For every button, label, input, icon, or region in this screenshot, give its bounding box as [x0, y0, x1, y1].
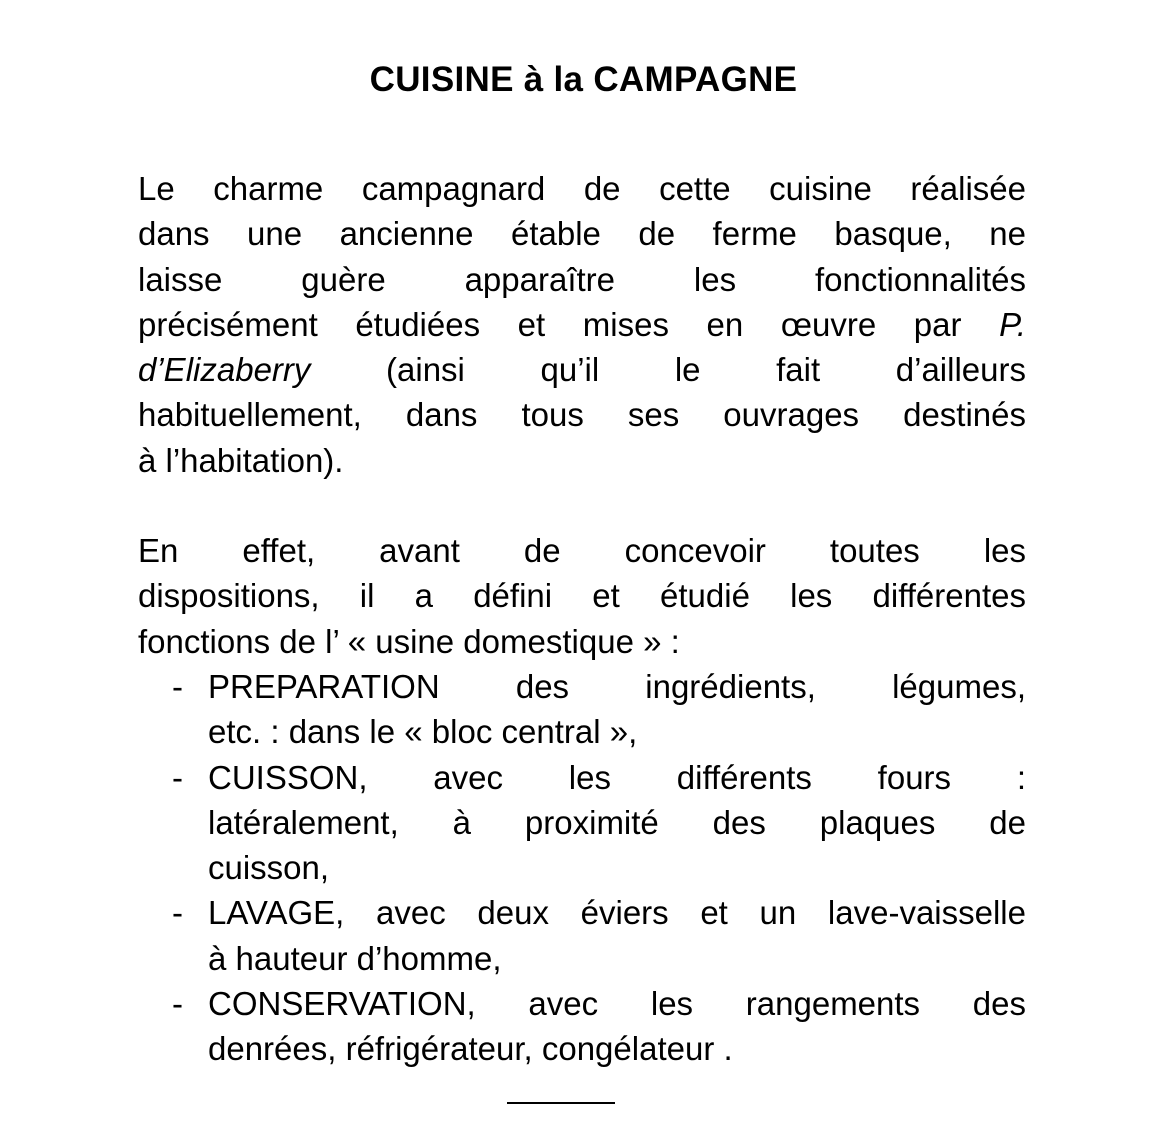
text-line-with-author [138, 302, 1026, 347]
author-name-part1: P. [999, 305, 1026, 343]
text-line: à hauteur d’homme, [208, 939, 502, 977]
text-line: PREPARATION des ingrédients, légumes, [208, 668, 1026, 705]
paragraph-functions-intro [138, 528, 1026, 664]
list-item-conservation [138, 981, 1026, 1072]
list-dash: - [172, 985, 183, 1023]
text-line: Le charme campagnard de cette cuisine réalisée [138, 170, 1026, 207]
page-title: CUISINE à la CAMPAGNE [369, 60, 798, 99]
text-line: CONSERVATION, avec les rangements des [208, 985, 1026, 1023]
list-dash: - [172, 758, 183, 796]
list-dash: - [172, 894, 183, 932]
list-item-preparation [138, 664, 1026, 755]
text-line: CUISSON, avec les différents fours : [208, 758, 1026, 796]
text-line: laisse guère apparaître les fonctionnalités [138, 260, 1026, 298]
text-line-with-author [138, 347, 1026, 392]
text-fragment: précisément étudiées et mises en œuvre par [138, 305, 962, 343]
text-line: cuisson, [208, 849, 330, 887]
text-line: etc. : dans le « bloc central », [208, 713, 638, 751]
text-line: latéralement, à proximité des plaques de [208, 803, 1026, 841]
list-item-cuisson [138, 755, 1026, 891]
paragraph-intro [138, 166, 1026, 483]
text-line: dans une ancienne étable de ferme basque, ne [138, 215, 1026, 253]
text-line: fonctions de l’ « usine domestique » : [138, 622, 680, 660]
text-line: à l’habitation). [138, 441, 344, 479]
text-line: dispositions, il a défini et étudié les différentes [138, 577, 1026, 615]
text-line: habituellement, dans tous ses ouvrages destinés [138, 396, 1026, 434]
text-fragment: (ainsi qu’il le fait d’ailleurs [386, 351, 1026, 389]
text-line: denrées, réfrigérateur, congélateur . [208, 1030, 733, 1068]
list-item-lavage [138, 890, 1026, 981]
functions-list [138, 664, 1026, 1072]
author-name-part2: d’Elizaberry [138, 351, 311, 389]
text-line: En effet, avant de concevoir toutes les [138, 532, 1026, 569]
end-rule-divider [507, 1102, 615, 1104]
text-line: LAVAGE, avec deux éviers et un lave-vaisselle [208, 894, 1026, 932]
list-dash: - [172, 668, 183, 705]
